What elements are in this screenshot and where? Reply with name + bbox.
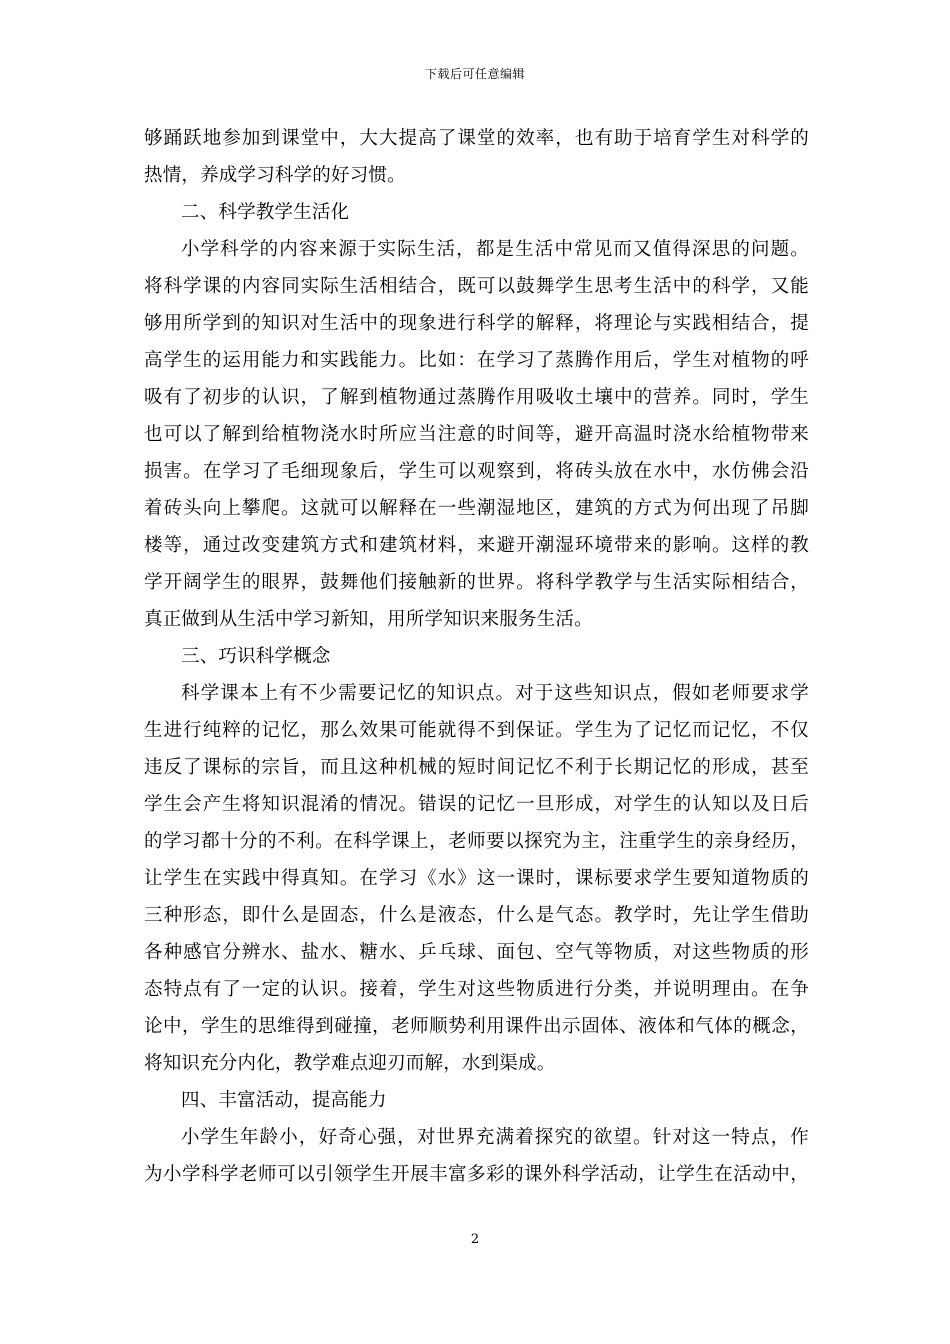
text-line: 热情，养成学习科学的好习惯。 bbox=[144, 165, 406, 186]
document-body bbox=[144, 120, 809, 1193]
paragraph bbox=[144, 120, 809, 194]
section-heading bbox=[144, 194, 809, 231]
text-line: 三种形态，即什么是固态，什么是液态，什么是气态。教学时，先让学生借助 bbox=[144, 905, 809, 926]
text-line: 论中，学生的思维得到碰撞，老师顺势利用课件出示固体、液体和气体的概念， bbox=[144, 1016, 809, 1037]
text-line: 高学生的运用能力和实践能力。比如：在学习了蒸腾作用后，学生对植物的呼 bbox=[144, 350, 809, 371]
paragraph bbox=[144, 231, 809, 638]
text-line: 损害。在学习了毛细现象后，学生可以观察到，将砖头放在水中，水仿佛会沿 bbox=[144, 461, 809, 482]
text-line: 态特点有了一定的认识。接着，学生对这些物质进行分类，并说明理由。在争 bbox=[144, 979, 809, 1000]
text-line: 真正做到从生活中学习新知，用所学知识来服务生活。 bbox=[144, 609, 593, 630]
section-heading bbox=[144, 1082, 809, 1119]
page-header: 下载后可任意编辑 bbox=[424, 67, 525, 81]
text-line: 学开阔学生的眼界，鼓舞他们接触新的世界。将科学教学与生活实际相结合， bbox=[144, 572, 809, 593]
text-line: 楼等，通过改变建筑方式和建筑材料，来避开潮湿环境带来的影响。这样的教 bbox=[144, 535, 809, 556]
text-line: 小学生年龄小，好奇心强，对世界充满着探究的欲望。针对这一特点，作 bbox=[181, 1127, 809, 1148]
text-line: 三、巧识科学概念 bbox=[181, 646, 331, 667]
text-line: 科学课本上有不少需要记忆的知识点。对于这些知识点，假如老师要求学 bbox=[181, 683, 809, 704]
text-line: 二、科学教学生活化 bbox=[181, 202, 350, 223]
text-line: 着砖头向上攀爬。这就可以解释在一些潮湿地区，建筑的方式为何出现了吊脚 bbox=[144, 498, 809, 519]
text-line: 四、丰富活动，提高能力 bbox=[181, 1090, 387, 1111]
text-line: 学生会产生将知识混淆的情况。错误的记忆一旦形成，对学生的认知以及日后 bbox=[144, 794, 809, 815]
section-heading bbox=[144, 638, 809, 675]
text-line: 违反了课标的宗旨，而且这种机械的短时间记忆不利于长期记忆的形成，甚至 bbox=[144, 757, 809, 778]
text-line: 生进行纯粹的记忆，那么效果可能就得不到保证。学生为了记忆而记忆，不仅 bbox=[144, 720, 809, 741]
text-line: 为小学科学老师可以引领学生开展丰富多彩的课外科学活动，让学生在活动中， bbox=[144, 1164, 809, 1185]
paragraph bbox=[144, 675, 809, 1082]
paragraph bbox=[144, 1119, 809, 1193]
text-line: 将知识充分内化，教学难点迎刃而解，水到渠成。 bbox=[144, 1053, 556, 1074]
text-line: 够用所学到的知识对生活中的现象进行科学的解释，将理论与实践相结合，提 bbox=[144, 313, 809, 334]
text-line: 也可以了解到给植物浇水时所应当注意的时间等，避开高温时浇水给植物带来 bbox=[144, 424, 809, 445]
text-line: 够踊跃地参加到课堂中，大大提高了课堂的效率，也有助于培育学生对科学的 bbox=[144, 128, 809, 149]
text-line: 各种感官分辨水、盐水、糖水、乒乓球、面包、空气等物质，对这些物质的形 bbox=[144, 942, 809, 963]
text-line: 让学生在实践中得真知。在学习《水》这一课时，课标要求学生要知道物质的 bbox=[144, 868, 809, 889]
text-line: 吸有了初步的认识，了解到植物通过蒸腾作用吸收土壤中的营养。同时，学生 bbox=[144, 387, 809, 408]
text-line: 将科学课的内容同实际生活相结合，既可以鼓舞学生思考生活中的科学，又能 bbox=[144, 276, 809, 297]
text-line: 的学习都十分的不利。在科学课上，老师要以探究为主，注重学生的亲身经历， bbox=[144, 831, 809, 852]
page-number: 2 bbox=[470, 1232, 480, 1247]
text-line: 小学科学的内容来源于实际生活，都是生活中常见而又值得深思的问题。 bbox=[181, 239, 809, 260]
